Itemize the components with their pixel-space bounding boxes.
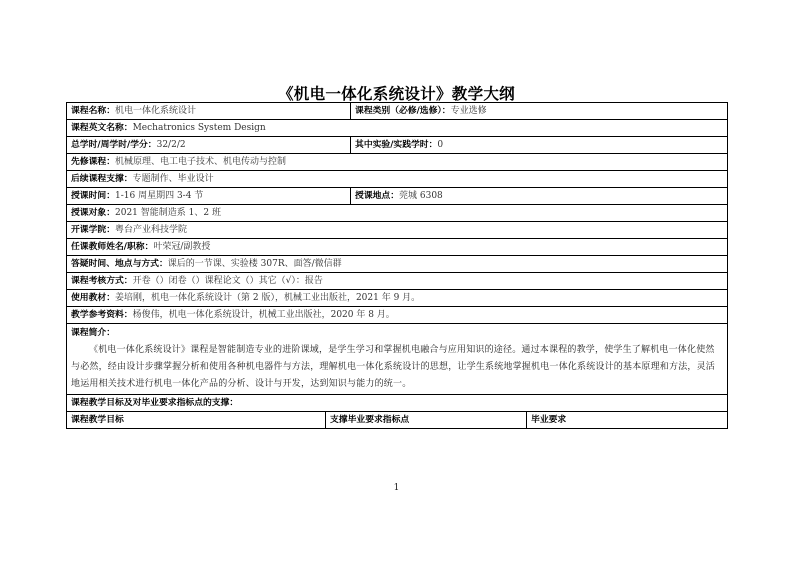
table-row — [67, 137, 728, 154]
header-label: 支撑毕业要求指标点 — [330, 415, 410, 425]
table-row — [67, 395, 728, 412]
english-name-value: Mechatronics System Design — [132, 123, 266, 133]
objectives-heading-cell — [67, 395, 728, 412]
college-cell — [67, 222, 728, 239]
instructor-cell — [67, 239, 728, 256]
audience-value: 2021 智能制造系 1、2 班 — [115, 208, 221, 218]
lab-hours-value: 0 — [437, 140, 444, 150]
table-row — [67, 290, 728, 307]
header-label: 毕业要求 — [531, 415, 567, 425]
table-row — [67, 273, 728, 290]
table-header-row — [67, 412, 728, 429]
table-row — [67, 324, 728, 395]
college-value: 粤台产业科技学院 — [115, 225, 188, 235]
assessment-label: 课程考核方式： — [71, 276, 133, 286]
office-hours-value: 课后的一节课、实验楼 307R、面答/微信群 — [167, 259, 342, 269]
schedule-value: 1-16 周星期四 3-4 节 — [115, 191, 204, 201]
document-title: 《机电一体化系统设计》教学大纲 — [277, 85, 515, 103]
location-label: 授课地点： — [355, 191, 400, 201]
office-hours-label: 答疑时间、地点与方式： — [71, 259, 168, 269]
location-cell — [351, 188, 728, 205]
introduction-text: 《机电一体化系统设计》课程是智能制造专业的进阶课域，是学生学习和掌握机电融合与应用知识的途径。通过本课程的教学，使学生了解机电一体化使然与必然，经由设计步骤掌握分析和使用各种机电器件与方法，理解机电一体化系统设计的思想，让学生系统地掌握机电一体化系统设计的基本原理和方法，灵活地运用相关技术进行机电一体化产品的分析、设计与开发，达到知识与能力的统一。 — [71, 345, 716, 389]
audience-label: 授课对象： — [71, 208, 115, 218]
prerequisites-label: 先修课程： — [71, 157, 115, 167]
table-row — [67, 239, 728, 256]
follow-up-value: 专题制作、毕业设计 — [132, 174, 214, 184]
textbook-cell — [67, 290, 728, 307]
page-number: 1 — [393, 483, 400, 493]
course-name-label: 课程名称： — [71, 106, 115, 116]
header-cell-objective — [67, 412, 326, 429]
textbook-label: 使用教材： — [71, 293, 115, 303]
table-row — [67, 307, 728, 324]
header-cell-requirement — [527, 412, 728, 429]
course-type-cell — [351, 103, 728, 120]
introduction-cell — [67, 324, 728, 395]
instructor-label: 任课教师姓名/职称： — [71, 242, 154, 252]
schedule-cell — [67, 188, 351, 205]
total-hours-cell — [67, 137, 351, 154]
references-label: 教学参考资料： — [71, 310, 133, 320]
table-row — [67, 103, 728, 120]
location-value: 莞城 6308 — [399, 191, 443, 201]
table-row — [67, 154, 728, 171]
prerequisites-cell — [67, 154, 728, 171]
college-label: 开课学院： — [71, 225, 115, 235]
course-type-label: 课程类别（必修/选修）： — [355, 106, 451, 116]
course-name-value: 机电一体化系统设计 — [115, 106, 197, 116]
instructor-value: 叶荣冠/副教授 — [153, 242, 211, 252]
header-label: 课程教学目标 — [71, 415, 124, 425]
lab-hours-label: 其中实验/实践学时： — [355, 140, 438, 150]
english-name-label: 课程英文名称： — [71, 123, 133, 133]
table-row — [67, 120, 728, 137]
total-hours-label: 总学时/周学时/学分： — [71, 140, 157, 150]
table-row — [67, 205, 728, 222]
english-name-cell — [67, 120, 728, 137]
course-type-value: 专业选修 — [450, 106, 487, 116]
lab-hours-cell — [351, 137, 728, 154]
table-row — [67, 222, 728, 239]
follow-up-cell — [67, 171, 728, 188]
syllabus-table — [66, 102, 728, 429]
header-cell-indicator — [326, 412, 527, 429]
schedule-label: 授课时间： — [71, 191, 115, 201]
course-name-cell — [67, 103, 351, 120]
assessment-value: 开卷（）闭卷（）课程论文（）其它（√）：报告 — [132, 276, 323, 286]
prerequisites-value: 机械原理、电工电子技术、机电传动与控制 — [115, 157, 287, 167]
assessment-cell — [67, 273, 728, 290]
references-value: 杨俊伟，机电一体化系统设计，机械工业出版社，2020 年 8 月。 — [132, 310, 395, 320]
references-cell — [67, 307, 728, 324]
total-hours-value: 32/2/2 — [156, 140, 186, 150]
table-row — [67, 256, 728, 273]
table-row — [67, 171, 728, 188]
objectives-heading-label: 课程教学目标及对毕业要求指标点的支撑： — [71, 398, 239, 408]
introduction-label: 课程简介： — [71, 328, 115, 338]
table-row — [67, 188, 728, 205]
textbook-value: 姜培刚，机电一体化系统设计（第 2 版），机械工业出版社，2021 年 9 月。 — [115, 293, 421, 303]
office-hours-cell — [67, 256, 728, 273]
audience-cell — [67, 205, 728, 222]
follow-up-label: 后续课程支撑： — [71, 174, 133, 184]
